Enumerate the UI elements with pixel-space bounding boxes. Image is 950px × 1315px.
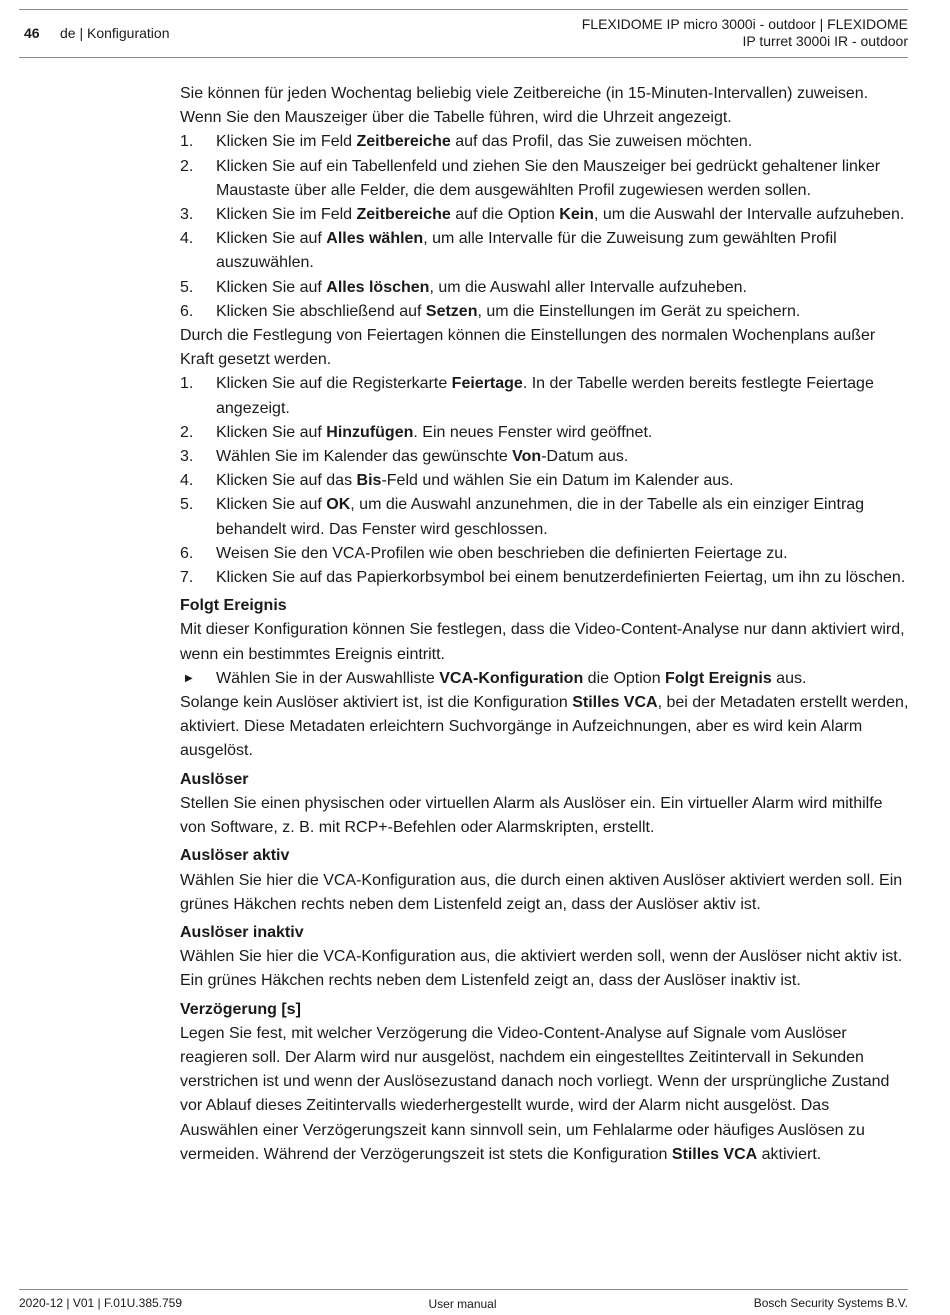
list-item: 7. Klicken Sie auf das Papierkorbsymbol bei einem benutzerdefinierten Feiertag, um ihn zu löschen. [180, 569, 906, 587]
folgt-ereignis-result: Solange kein Auslöser aktiviert ist, ist die Konfiguration Stilles VCA, bei der Metadaten erstellt werden, aktiviert. Diese Metadaten erleichtern Suchvorgänge in Aufzeichnungen, aber es wird kein Alarm ausgelöst. [180, 694, 909, 760]
list-item: 3. Wählen Sie im Kalender das gewünschte Von-Datum aus. [180, 448, 629, 466]
list-item: 2. Klicken Sie auf Hinzufügen. Ein neues Fenster wird geöffnet. [180, 423, 653, 441]
header-top-rule [19, 9, 908, 10]
page-number: 46 [24, 25, 40, 41]
list-item: 5. Klicken Sie auf Alles löschen, um die Auswahl aller Intervalle aufzuheben. [180, 278, 747, 296]
list-item: 2. Klicken Sie auf ein Tabellenfeld und ziehen Sie den Mauszeiger bei gedrückt gehaltener linker Maustaste über alle Felder, die dem ausgewählten Profil zugewiesen werden sollen. [180, 157, 881, 199]
ausloeser-text: Stellen Sie einen physischen oder virtuellen Alarm als Auslöser ein. Ein virtueller Alarm wird mithilfe von Software, z. B. mit RCP+-Befehlen oder Alarmskripten, erstellt. [180, 794, 883, 837]
product-title-line2: IP turret 3000i IR - outdoor [742, 33, 908, 49]
triangle-right-icon: ▶ [185, 672, 193, 684]
list-item: 6. Klicken Sie abschließend auf Setzen, um die Einstellungen im Gerät zu speichern. [180, 302, 801, 320]
ausloeser-heading: Auslöser [180, 770, 249, 788]
list-item: 4. Klicken Sie auf das Bis-Feld und wählen Sie ein Datum im Kalender aus. [180, 472, 734, 490]
list-item: 5. Klicken Sie auf OK, um die Auswahl anzunehmen, die in der Tabelle als ein einziger Eintrag behandelt wird. Das Fenster wird geschlossen. [180, 496, 865, 538]
intro-paragraph: Sie können für jeden Wochentag beliebig viele Zeitbereiche (in 15-Minuten-Intervallen) zuweisen. Wenn Sie den Mauszeiger über die Tabelle führen, wird die Uhrzeit angezeigt. [180, 85, 869, 127]
verzoegerung-heading: Verzögerung [s] [180, 1000, 301, 1018]
list-item: 4. Klicken Sie auf Alles wählen, um alle Intervalle für die Zuweisung zum gewählten Profil auszuwählen. [180, 230, 837, 272]
verzoegerung-text: Legen Sie fest, mit welcher Verzögerung die Video-Content-Analyse auf Signale vom Auslöser reagieren soll. Der Alarm wird nur ausgelöst, nachdem ein eingestelltes Zeitintervall in Sekunden verstrichen ist und wenn der Auslösezustand danach noch vorliegt. Wenn der ursprüngliche Zustand vor Ablauf dieses Zeitintervalls wiederhergestellt wurde, wird der Alarm nicht ausgelöst. Das Auswählen einer Verzögerungszeit kann sinnvoll sein, um Fehlalarme oder häufiges Auslösen zu vermeiden. Während der Verzögerungszeit ist stets die Konfiguration Stilles VCA aktiviert. [180, 1024, 890, 1163]
footer-company: Bosch Security Systems B.V. [753, 1296, 908, 1310]
footer-document-type: User manual [428, 1297, 497, 1311]
header-bottom-rule [19, 57, 908, 58]
time-range-steps [180, 130, 910, 324]
footer-document-id: 2020-12 | V01 | F.01U.385.759 [19, 1296, 183, 1310]
ausloeser-aktiv-text: Wählen Sie hier die VCA-Konfiguration aus, die durch einen aktiven Auslöser aktiviert werden soll. Ein grünes Häkchen rechts neben dem Listenfeld zeigt an, dass der Auslöser aktiv ist. [180, 871, 903, 913]
ausloeser-aktiv-heading: Auslöser aktiv [180, 847, 290, 865]
product-title-line1: FLEXIDOME IP micro 3000i - outdoor | FLEXIDOME [581, 16, 908, 32]
ausloeser-inaktiv-heading: Auslöser inaktiv [180, 923, 304, 941]
holiday-intro: Durch die Festlegung von Feiertagen können die Einstellungen des normalen Wochenplans außer Kraft gesetzt werden. [180, 327, 876, 369]
folgt-ereignis-text: Mit dieser Konfiguration können Sie festlegen, dass die Video-Content-Analyse nur dann aktiviert wird, wenn ein bestimmtes Ereignis eintritt. [180, 621, 905, 663]
folgt-ereignis-heading: Folgt Ereignis [180, 597, 287, 615]
product-title [508, 16, 908, 50]
folgt-ereignis-action: ▶ Wählen Sie in der Auswahlliste VCA-Konfiguration die Option Folgt Ereignis aus. [180, 667, 910, 691]
footer-rule [19, 1289, 908, 1290]
list-item: 3. Klicken Sie im Feld Zeitbereiche auf die Option Kein, um die Auswahl der Intervalle aufzuheben. [180, 206, 905, 224]
holiday-steps [180, 372, 910, 590]
list-item: 1. Klicken Sie auf die Registerkarte Feiertage. In der Tabelle werden bereits festlegte Feiertage angezeigt. [180, 375, 874, 417]
section-title: de | Konfiguration [60, 25, 170, 41]
list-item: 6. Weisen Sie den VCA-Profilen wie oben beschrieben die definierten Feiertage zu. [180, 544, 788, 562]
main-content [180, 82, 910, 1167]
list-item: 1. Klicken Sie im Feld Zeitbereiche auf das Profil, das Sie zuweisen möchten. [180, 133, 753, 151]
ausloeser-inaktiv-text: Wählen Sie hier die VCA-Konfiguration aus, die aktiviert werden soll, wenn der Auslöser nicht aktiv ist. Ein grünes Häkchen rechts neben dem Listenfeld zeigt an, dass der Auslöser inaktiv ist. [180, 948, 903, 990]
